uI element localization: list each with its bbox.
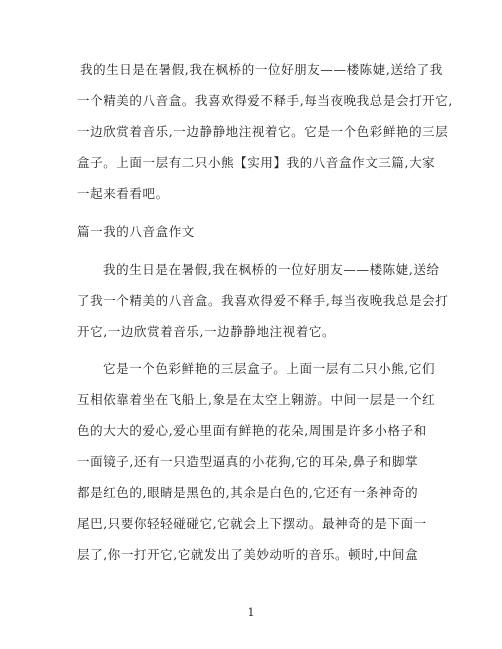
page-number: 1 xyxy=(247,606,255,619)
intro-line-4: 盒子。上面一层有二只小熊【实用】我的八音盒作文三篇,大家 xyxy=(77,155,436,170)
intro-line-2: 一个精美的八音盒。我喜欢得爱不释手,每当夜晚我总是会打开它, xyxy=(77,93,453,108)
intro-line-3: 一边欣赏着音乐,一边静静地注视着它。它是一个色彩鲜艳的三层 xyxy=(77,124,449,139)
para2-line-2: 互相依靠着坐在飞船上,象是在太空上翱游。中间一层是一个红 xyxy=(77,392,436,407)
para1-line-3: 开它,一边欣赏着音乐,一边静静地注视着它。 xyxy=(77,324,336,339)
para2-line-7: 层了,你一打开它,它就发出了美妙动听的音乐。顿时,中间盒 xyxy=(77,547,419,562)
para1-line-2: 了我一个精美的八音盒。我喜欢得爱不释手,每当夜晚我总是会打 xyxy=(77,293,449,308)
section-title: 篇一我的八音盒作文 xyxy=(77,224,195,239)
para2-line-3: 色的大大的爱心,爱心里面有鲜艳的花朵,周围是许多小格子和 xyxy=(77,423,427,438)
para2-line-4: 一面镜子,还有一只造型逼真的小花狗,它的耳朵,鼻子和脚掌 xyxy=(77,454,419,469)
para2-line-6: 尾巴,只要你轻轻碰碰它,它就会上下摆动。最神奇的是下面一 xyxy=(77,516,427,531)
intro-line-5: 一起来看看吧。 xyxy=(77,186,169,201)
para2-line-5: 都是红色的,眼睛是黑色的,其余是白色的,它还有一条神奇的 xyxy=(77,485,419,500)
para1-line-1: 我的生日是在暑假,我在枫桥的一位好朋友——楼陈婕,送给 xyxy=(103,262,440,277)
intro-line-1: 我的生日是在暑假,我在枫桥的一位好朋友——楼陈婕,送给了我 xyxy=(80,62,443,77)
para2-line-1: 它是一个色彩鲜艳的三层盒子。上面一层有二只小熊,它们 xyxy=(103,361,436,376)
